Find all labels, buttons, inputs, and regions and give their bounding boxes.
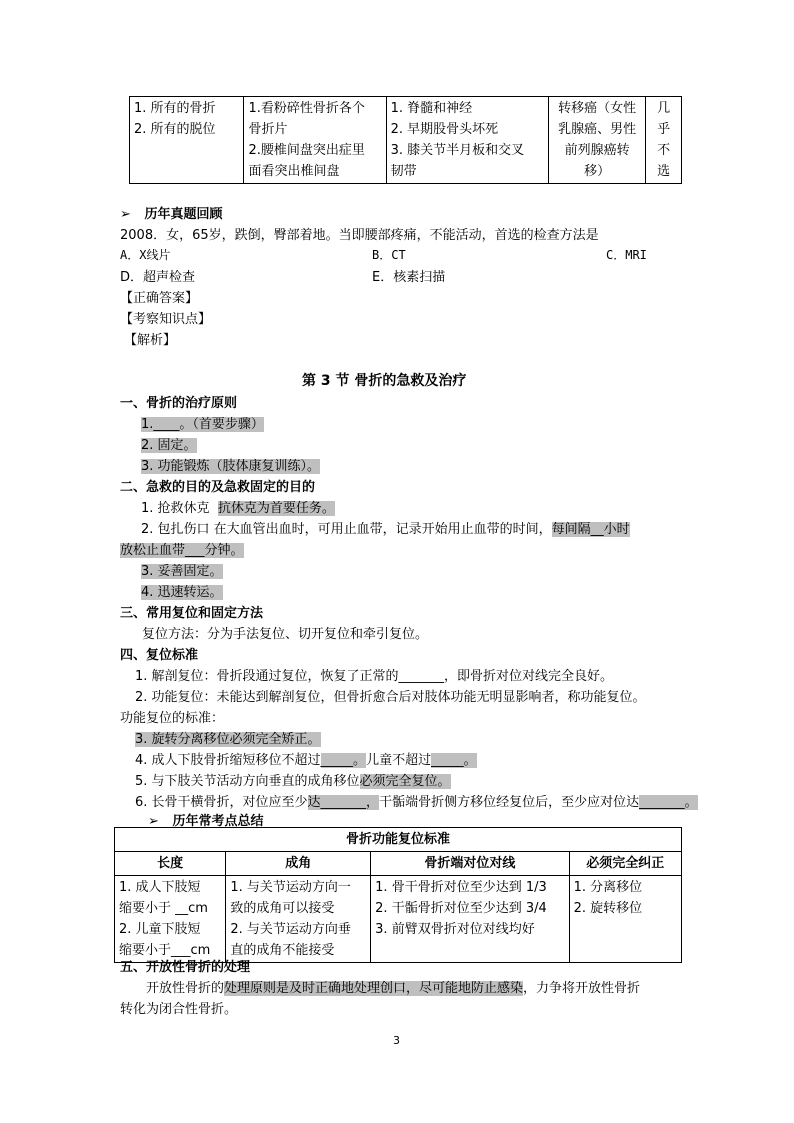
s1-item3 [141,455,320,474]
s1-item2-text: 2. 固定。 [141,438,197,453]
cell-line: 2.腰椎间盘突出症里 [248,143,365,158]
s5-principle: 处理原则是及时正确地处理创口，尽可能地防止感染 [224,981,524,996]
cell-line: 乳腺癌、男性 [558,122,637,137]
option-a: A．X线片 [120,248,171,262]
header-angle: 成角 [226,852,371,876]
s4-item2: 2. 功能复位：未能达到解剖复位，但骨折愈合后对肢体功能无明显影响者，称功能复位。 [135,690,646,705]
cell-line: 3. 前臂双骨折对位对线均好 [375,922,535,937]
cell-must-correct [569,876,681,963]
s4-item1: 1. 解剖复位：骨折段通过复位，恢复了正常的_______，即骨折对位对线完全良好。 [135,669,614,684]
cell-line: 韧带 [390,164,417,179]
s2-item4 [141,581,223,600]
s4-item4-blank: _____。 [320,753,367,768]
s1-item1 [141,413,264,432]
s4-item6-text2: 干骺端骨折侧方移位经复位后，至少应对位达 [379,795,640,810]
cell-length [115,876,226,963]
s1-item3-text: 3. 功能锻炼（肢体康复训练）。 [141,459,321,474]
s4-item6-blank: 达_______， [307,795,380,810]
s4-item6 [135,791,698,810]
s3-title: 三、常用复位和固定方法 [120,606,264,621]
s1-item1-text: 1.____。（首要步骤） [141,417,264,432]
s2-item1-label: 1. 抢救休克 [141,501,210,516]
cell-line: 骨折片 [248,122,288,137]
cell-line: 几 [657,101,671,116]
cell-line: 不 [657,143,671,158]
summary-heading: ➢ 历年常考点总结 [148,814,264,829]
cell-col5 [646,97,682,184]
s4-standard-label: 功能复位的标准： [120,711,225,726]
review-question: 2008．女，65岁，跌倒，臀部着地。当即腰部疼痛，不能活动，首选的检查方法是 [120,228,599,243]
s2-item3-text: 3. 妥善固定。 [141,564,223,579]
header-length: 长度 [115,852,226,876]
arrow-bullet-icon: ➢ [148,814,159,829]
answer-label: 【正确答案】 [120,291,199,306]
s5-line2: 转化为闭合性骨折。 [120,1002,238,1017]
s2-item3 [141,560,223,579]
analysis-label: 【解析】 [124,333,177,348]
header-alignment: 骨折端对位对线 [371,852,569,876]
s2-item4-text: 4. 迅速转运。 [141,585,223,600]
s4-item4-child: 儿童不超过 [366,753,432,768]
knowledge-label: 【考察知识点】 [120,312,212,327]
s2-item2-interval: 每间隔__小时 [551,522,630,537]
cell-alignment [371,876,569,963]
review-heading: ➢ 历年真题回顾 [120,207,223,222]
cell-line: 1. 与关节运动方向一 [230,880,351,895]
cell-line: 2. 儿童下肢短 [119,922,201,937]
cell-col2 [244,97,386,184]
cell-line: 1. 骨干骨折对位至少达到 1/3 [375,880,547,895]
page-number: 3 [393,1034,400,1047]
option-d: D．超声检查 [120,270,196,285]
cell-line: 1. 成人下肢短 [119,880,201,895]
cell-line: 1. 脊髓和神经 [390,101,473,116]
option-c: C．MRI [606,248,647,262]
s5-text: 开放性骨折的 [146,981,225,996]
cell-line: 2. 早期股骨头坏死 [390,122,499,137]
cell-line: 面看突出椎间盘 [248,164,340,179]
s2-item2-release: 放松止血带___分钟。 [120,543,244,558]
s2-title: 二、急救的目的及急救固定的目的 [120,480,316,495]
s2-item2-cont [120,539,244,558]
cell-line: 缩要小于___cm [119,943,211,958]
cell-line: 致的成角可以接受 [230,901,335,916]
top-table [129,96,682,184]
standard-table [114,827,682,963]
s4-title: 四、复位标准 [120,648,199,663]
section-title: 第 3 节 骨折的急救及治疗 [302,373,467,389]
cell-line: 2. 与关节运动方向垂 [230,922,351,937]
cell-line: 前列腺癌转 [564,143,630,158]
s4-item4-text: 4. 成人下肢骨折缩短移位不超过 [135,753,321,768]
s5-line1 [146,977,640,996]
option-b: B．CT [372,248,406,262]
cell-col1 [130,97,244,184]
s2-item2 [141,518,630,537]
s4-item4-child-blank: _____。 [431,753,477,768]
cell-line: 乎 [657,122,671,137]
cell-col4 [549,97,646,184]
table-title: 骨折功能复位标准 [115,828,682,852]
cell-line: 转移癌（女性 [558,101,637,116]
s5-title: 五、开放性骨折的处理 [120,960,251,975]
header-must-correct: 必须完全纠正 [569,852,681,876]
s4-item5-text: 5. 与下肢关节活动方向垂直的成角移位 [135,774,360,789]
cell-line: 直的成角不能接受 [230,943,335,958]
s4-item6-blank2: _______。 [639,795,698,810]
cell-line: 1. 所有的骨折 [134,101,216,116]
s4-item6-text: 6. 长骨干横骨折，对位应至少 [135,795,308,810]
option-e: E．核素扫描 [372,270,446,285]
s1-item2 [141,434,197,453]
s3-body: 复位方法：分为手法复位、切开复位和牵引复位。 [142,627,429,642]
s4-item5 [135,770,451,789]
cell-line: 2. 旋转移位 [573,901,643,916]
s4-item4 [135,749,477,768]
cell-line: 3. 膝关节半月板和交叉 [390,143,525,158]
arrow-bullet-icon: ➢ [120,207,131,222]
s1-title: 一、骨折的治疗原则 [120,396,238,411]
cell-line: 2. 干骺骨折对位至少达到 3/4 [375,901,547,916]
cell-line: 2. 所有的脱位 [134,122,216,137]
cell-line: 选 [657,164,671,179]
s2-item1-note: 抗休克为首要任务。 [217,501,335,516]
s5-text2: ，力争将开放性骨折 [523,981,641,996]
s2-item1 [141,497,335,516]
cell-angle [226,876,371,963]
cell-line: 移） [584,164,611,179]
cell-line: 缩要小于 __cm [119,901,208,916]
s4-item3-text: 3. 旋转分离移位必须完全矫正。 [135,732,321,747]
cell-line: 1.看粉碎性骨折各个 [248,101,365,116]
s4-item3 [135,728,321,747]
cell-col3 [386,97,549,184]
s4-item5-note: 必须完全复位。 [359,774,451,789]
cell-line: 1. 分离移位 [573,880,643,895]
s2-item2-text: 2. 包扎伤口 在大血管出血时，可用止血带，记录开始用止血带的时间， [141,522,552,537]
